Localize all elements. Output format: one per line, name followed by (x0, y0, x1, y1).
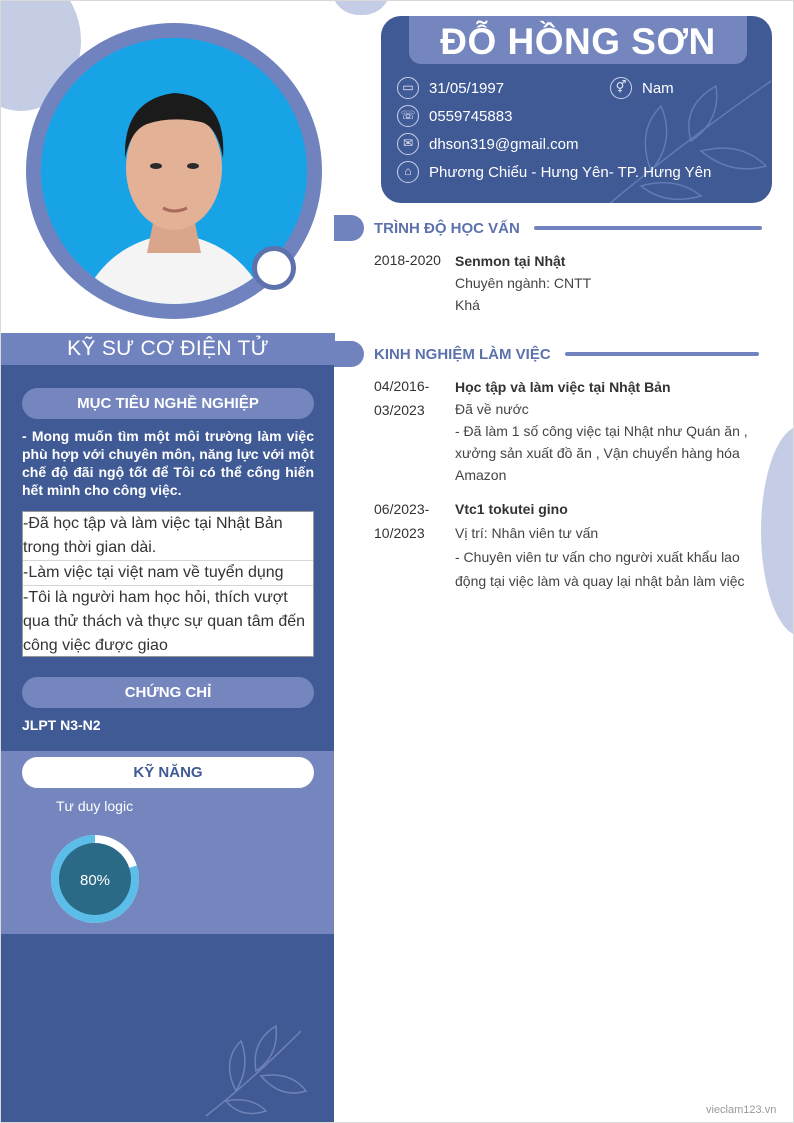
gender-icon: ⚥ (610, 77, 632, 99)
phone-icon: ☏ (397, 105, 419, 127)
gender-row (610, 77, 674, 99)
certificate-item: JLPT N3-N2 (22, 717, 101, 733)
objective-item: -Tôi là người ham học hỏi, thích vượt qua thử thách và thực sự quan tâm đến công việc được giao (23, 589, 306, 654)
section-divider (534, 226, 762, 230)
education-section-header (334, 215, 762, 241)
experience-section-header (334, 341, 759, 367)
objective-item: -Làm việc tại việt nam về tuyển dụng (23, 561, 313, 586)
experience-date (374, 497, 429, 545)
phone-value[interactable]: 0559745883 (429, 107, 513, 125)
experience-company: Học tập và làm việc tại Nhật Bản (455, 379, 671, 395)
avatar-dot (252, 246, 296, 290)
section-tab (334, 341, 364, 367)
leaf-decoration-icon (201, 1021, 311, 1121)
skill-percent-label: 80% (79, 872, 111, 889)
experience-date-start: 06/2023- (374, 501, 430, 517)
skills-heading: KỸ NĂNG (22, 757, 314, 788)
experience-date-start: 04/2016- (374, 378, 430, 394)
objective-list (22, 511, 314, 657)
experience-date (374, 374, 429, 422)
address-row (397, 161, 711, 183)
experience-heading: KINH NGHIỆM LÀM VIỆC (374, 345, 551, 363)
section-tab (334, 215, 364, 241)
education-school: Senmon tại Nhật (455, 253, 566, 269)
experience-date-end: 03/2023 (374, 402, 425, 418)
dob-value: 31/05/1997 (429, 79, 505, 97)
section-divider (565, 352, 759, 356)
education-detail: Khá (455, 297, 480, 313)
experience-detail: Vị trí: Nhân viên tư vấn (455, 525, 599, 541)
candidate-name: ĐỖ HỒNG SƠN (409, 16, 747, 64)
header-card (381, 16, 772, 203)
experience-company: Vtc1 tokutei gino (455, 501, 568, 517)
education-date: 2018-2020 (374, 252, 441, 268)
email-value[interactable]: dhson319@gmail.com (429, 135, 579, 153)
skill-name: Tư duy logic (56, 798, 134, 814)
decor-blob-right (761, 426, 794, 636)
watermark: vieclam123.vn (706, 1104, 777, 1116)
job-title: KỸ SƯ CƠ ĐIỆN TỬ (1, 333, 335, 365)
education-entry (455, 250, 765, 316)
objective-heading: MỤC TIÊU NGHỀ NGHIỆP (22, 388, 314, 419)
objective-item: -Đã học tập và làm việc tại Nhật Bản trong thời gian dài. (23, 512, 313, 561)
birthday-cake-icon: ▭ (397, 77, 419, 99)
experience-detail: - Chuyên viên tư vấn cho người xuất khẩu lao động tại việc làm và quay lại nhật bản làm việc (455, 549, 745, 589)
education-heading: TRÌNH ĐỘ HỌC VẤN (374, 219, 520, 237)
dob-row (397, 77, 504, 99)
experience-date-end: 10/2023 (374, 525, 425, 541)
skill-progress-chart (45, 829, 145, 929)
gender-value: Nam (642, 79, 674, 97)
experience-detail: - Đã làm 1 số công việc tại Nhật như Quán ăn , xưởng sản xuất đồ ăn , Vận chuyển hàng hóa Amazon (455, 423, 748, 483)
mail-icon: ✉ (397, 133, 419, 155)
certificates-heading: CHỨNG CHỈ (22, 677, 314, 708)
home-icon: ⌂ (397, 161, 419, 183)
decor-blob-top (331, 0, 391, 15)
experience-entry (455, 497, 765, 593)
experience-entry (455, 376, 765, 486)
objective-text: - Mong muốn tìm một môi trường làm việc phù hợp với chuyên môn, năng lực với một chế độ đãi ngộ tốt để Tôi có thể cống hiến hết mình cho công việc. (22, 428, 314, 498)
address-value: Phương Chiểu - Hưng Yên- TP. Hưng Yên (429, 163, 712, 181)
education-detail: Chuyên ngành: CNTT (455, 275, 592, 291)
email-row (397, 133, 578, 155)
experience-detail: Đã về nước (455, 401, 529, 417)
phone-row (397, 105, 512, 127)
